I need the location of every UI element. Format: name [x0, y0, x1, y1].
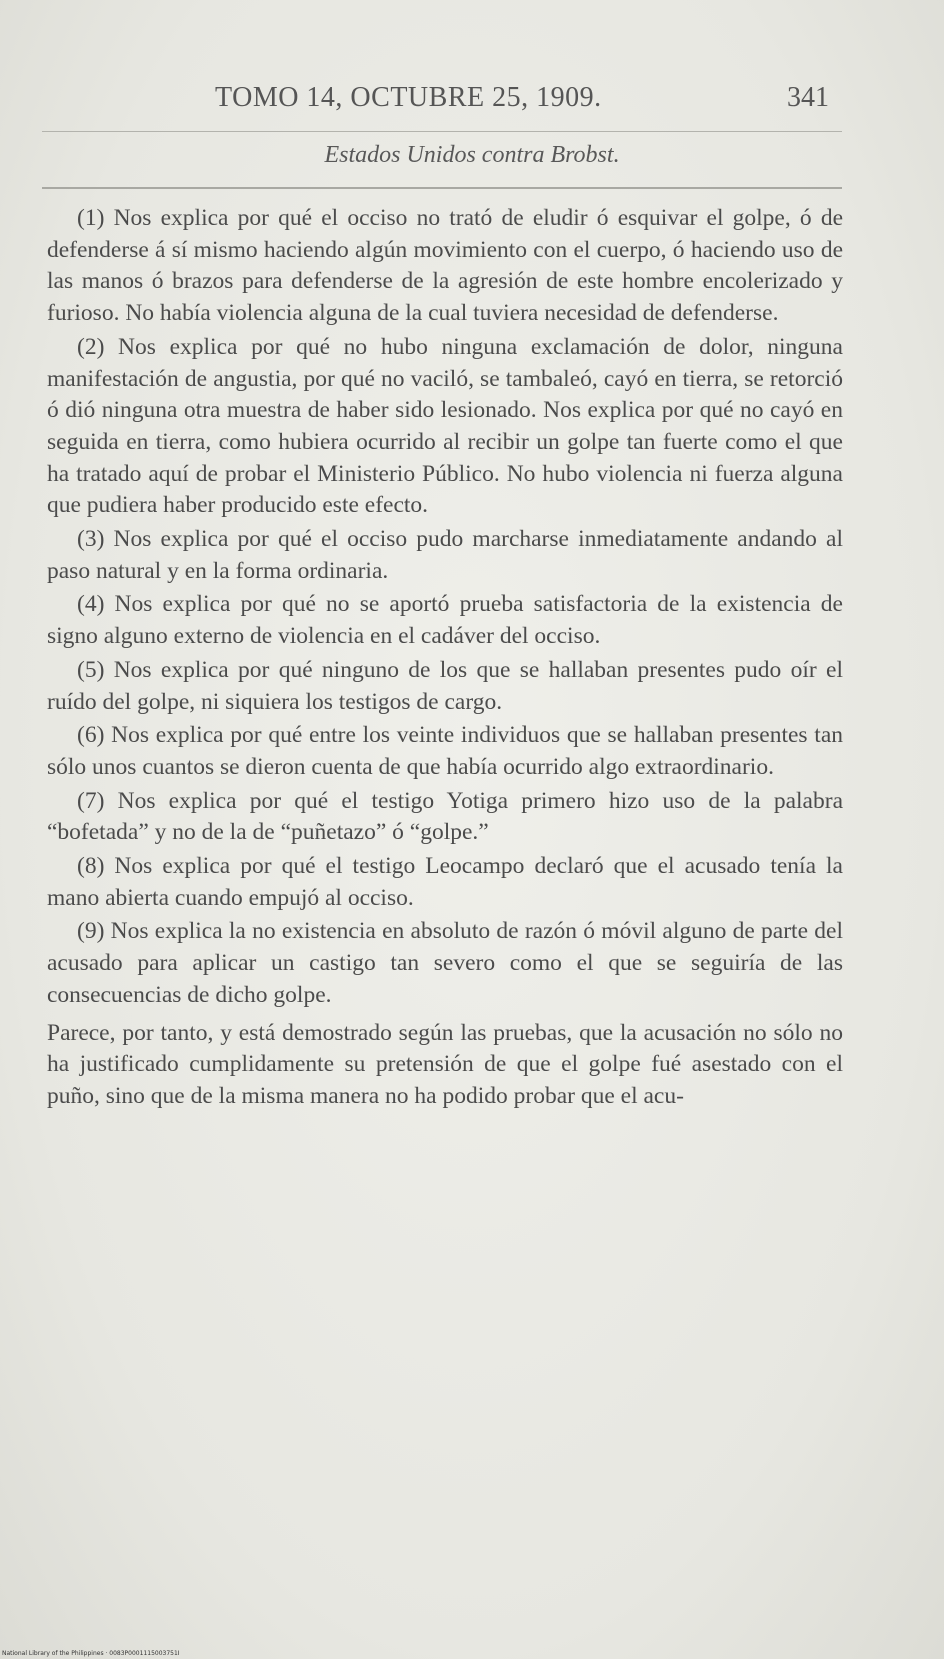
paragraph-5: (5) Nos explica por qué ninguno de los que se hallaban presentes pudo oír el ruído del golpe, ni siquiera los testigos de cargo.	[47, 656, 843, 715]
paragraph-2: (2) Nos explica por qué no hubo ninguna exclamación de dolor, ninguna manifestación de angustia, por qué no vaciló, se tambaleó, cayó en tierra, se retorció ó dió ninguna otra muestra de haber sido lesionado. Nos explica por qué no cayó en seguida en tierra, como hubiera ocurrido al recibir un golpe tan fuerte como el que ha tratado aquí de probar el Ministerio Público. No hubo violencia ni fuerza alguna que pudiera haber producido este efecto.	[47, 333, 843, 519]
header-rule-top	[42, 131, 842, 132]
paragraph-4: (4) Nos explica por qué no se aportó prueba satisfactoria de la existencia de signo alguno externo de violencia en el cadáver del occiso.	[47, 591, 843, 650]
case-title: Estados Unidos contra Brobst.	[324, 142, 620, 168]
paragraph-conclusion: Parece, por tanto, y está demostrado según las pruebas, que la acusación no sólo no ha justificado cumplidamente su pretensión de que el golpe fué asestado con el puño, sino que de la misma manera no ha podido probar que el acu-	[47, 1019, 843, 1109]
running-head: TOMO 14, OCTUBRE 25, 1909.	[215, 82, 602, 113]
paragraph-6: (6) Nos explica por qué entre los veinte individuos que se hallaban presentes tan sólo unos cuantos se dieron cuenta de que había ocurrido algo extraordinario.	[47, 722, 843, 780]
page-number: 341	[787, 82, 829, 113]
header-rule-bottom	[42, 187, 842, 189]
paragraph-9: (9) Nos explica la no existencia en absoluto de razón ó móvil alguno de parte del acusado para aplicar un castigo tan severo como el que se seguiría de las consecuencias de dicho golpe.	[47, 918, 843, 1008]
body-text	[47, 203, 843, 1115]
paragraph-3: (3) Nos explica por qué el occiso pudo marcharse inmediatamente andando al paso natural y en la forma ordinaria.	[47, 526, 843, 584]
footer-credit: National Library of the Philippines · 0083P0001115003751I	[2, 1650, 180, 1657]
paragraph-1: (1) Nos explica por qué el occiso no trató de eludir ó esquivar el golpe, ó de defenderse á sí mismo haciendo algún movimiento con el cuerpo, ó haciendo uso de las manos ó brazos para defenderse de la agresión de este hombre encolerizado y furioso. No había violencia alguna de la cual tuviera necesidad de defenderse.	[47, 205, 843, 327]
paragraph-8: (8) Nos explica por qué el testigo Leocampo declaró que el acusado tenía la mano abierta cuando empujó al occiso.	[47, 853, 843, 911]
paragraph-7: (7) Nos explica por qué el testigo Yotiga primero hizo uso de la palabra “bofetada” y no de la de “puñetazo” ó “golpe.”	[47, 787, 843, 846]
